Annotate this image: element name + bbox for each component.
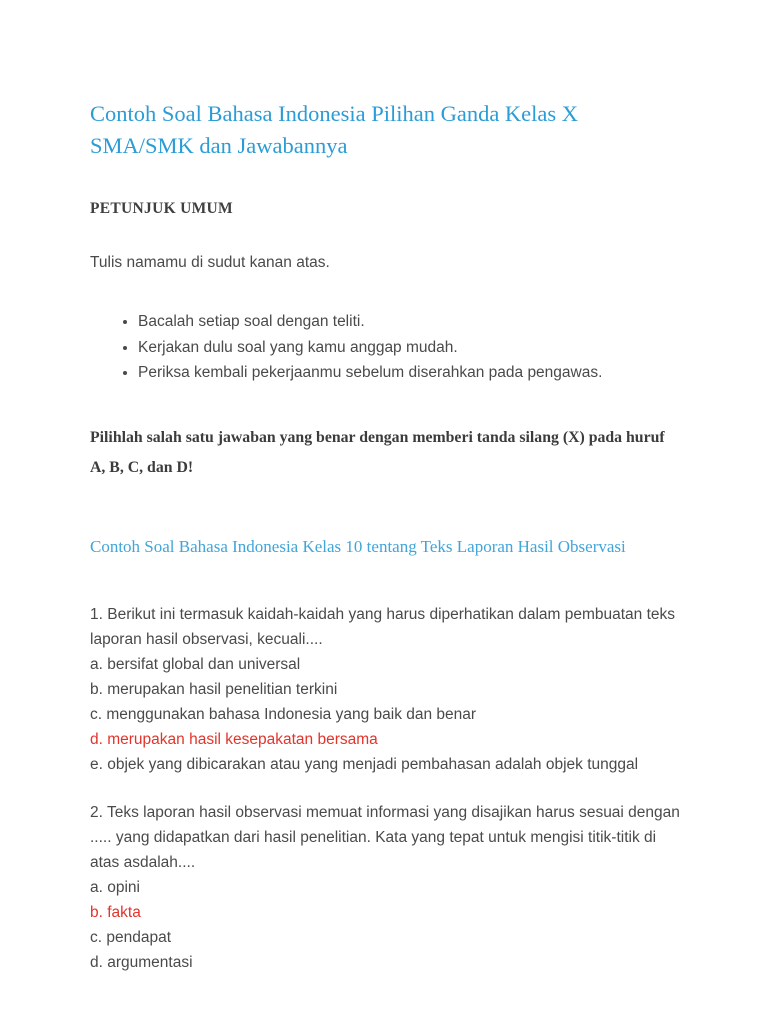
answer-instruction-note: Pilihlah salah satu jawaban yang benar dengan memberi tanda silang (X) pada huruf A, B, C, dan D!	[90, 428, 665, 476]
question-2-option-d: d. argumentasi	[90, 953, 193, 971]
question-1-option-e: e. objek yang dibicarakan atau yang menjadi pembahasan adalah objek tunggal	[90, 755, 639, 773]
question-2-option-c: c. pendapat	[90, 928, 172, 946]
question-1-option-b: b. merupakan hasil penelitian terkini	[90, 680, 338, 698]
section-heading-petunjuk-umum: PETUNJUK UMUM	[90, 200, 233, 217]
list-item: • Bacalah setiap soal dengan teliti.	[138, 309, 682, 335]
list-item: • Kerjakan dulu soal yang kamu anggap mudah.	[138, 335, 682, 361]
topic-subheading: Contoh Soal Bahasa Indonesia Kelas 10 tentang Teks Laporan Hasil Observasi	[90, 536, 626, 556]
question-1-option-c: c. menggunakan bahasa Indonesia yang baik dan benar	[90, 705, 477, 723]
question-2	[90, 800, 682, 975]
instruction-list	[90, 309, 682, 386]
list-item: • Periksa kembali pekerjaanmu sebelum diserahkan pada pengawas.	[138, 360, 682, 386]
question-1-option-a: a. bersifat global dan universal	[90, 655, 301, 673]
intro-text: Tulis namamu di sudut kanan atas.	[90, 254, 330, 271]
question-2-option-b-correct-answer: b. fakta	[90, 903, 141, 921]
question-text: 2. Teks laporan hasil observasi memuat informasi yang disajikan harus sesuai dengan ..... yang didapatkan dari hasil penelitian. Kata yang tepat untuk mengisi titik-titik di atas asdalah....	[90, 803, 680, 871]
question-1-option-d-correct-answer: d. merupakan hasil kesepakatan bersama	[90, 730, 378, 748]
page-title: Contoh Soal Bahasa Indonesia Pilihan Ganda Kelas X SMA/SMK dan Jawabannya	[90, 101, 579, 158]
question-1	[90, 602, 682, 777]
question-2-option-a: a. opini	[90, 878, 140, 896]
question-text: 1. Berikut ini termasuk kaidah-kaidah yang harus diperhatikan dalam pembuatan teks laporan hasil observasi, kecuali....	[90, 605, 676, 648]
